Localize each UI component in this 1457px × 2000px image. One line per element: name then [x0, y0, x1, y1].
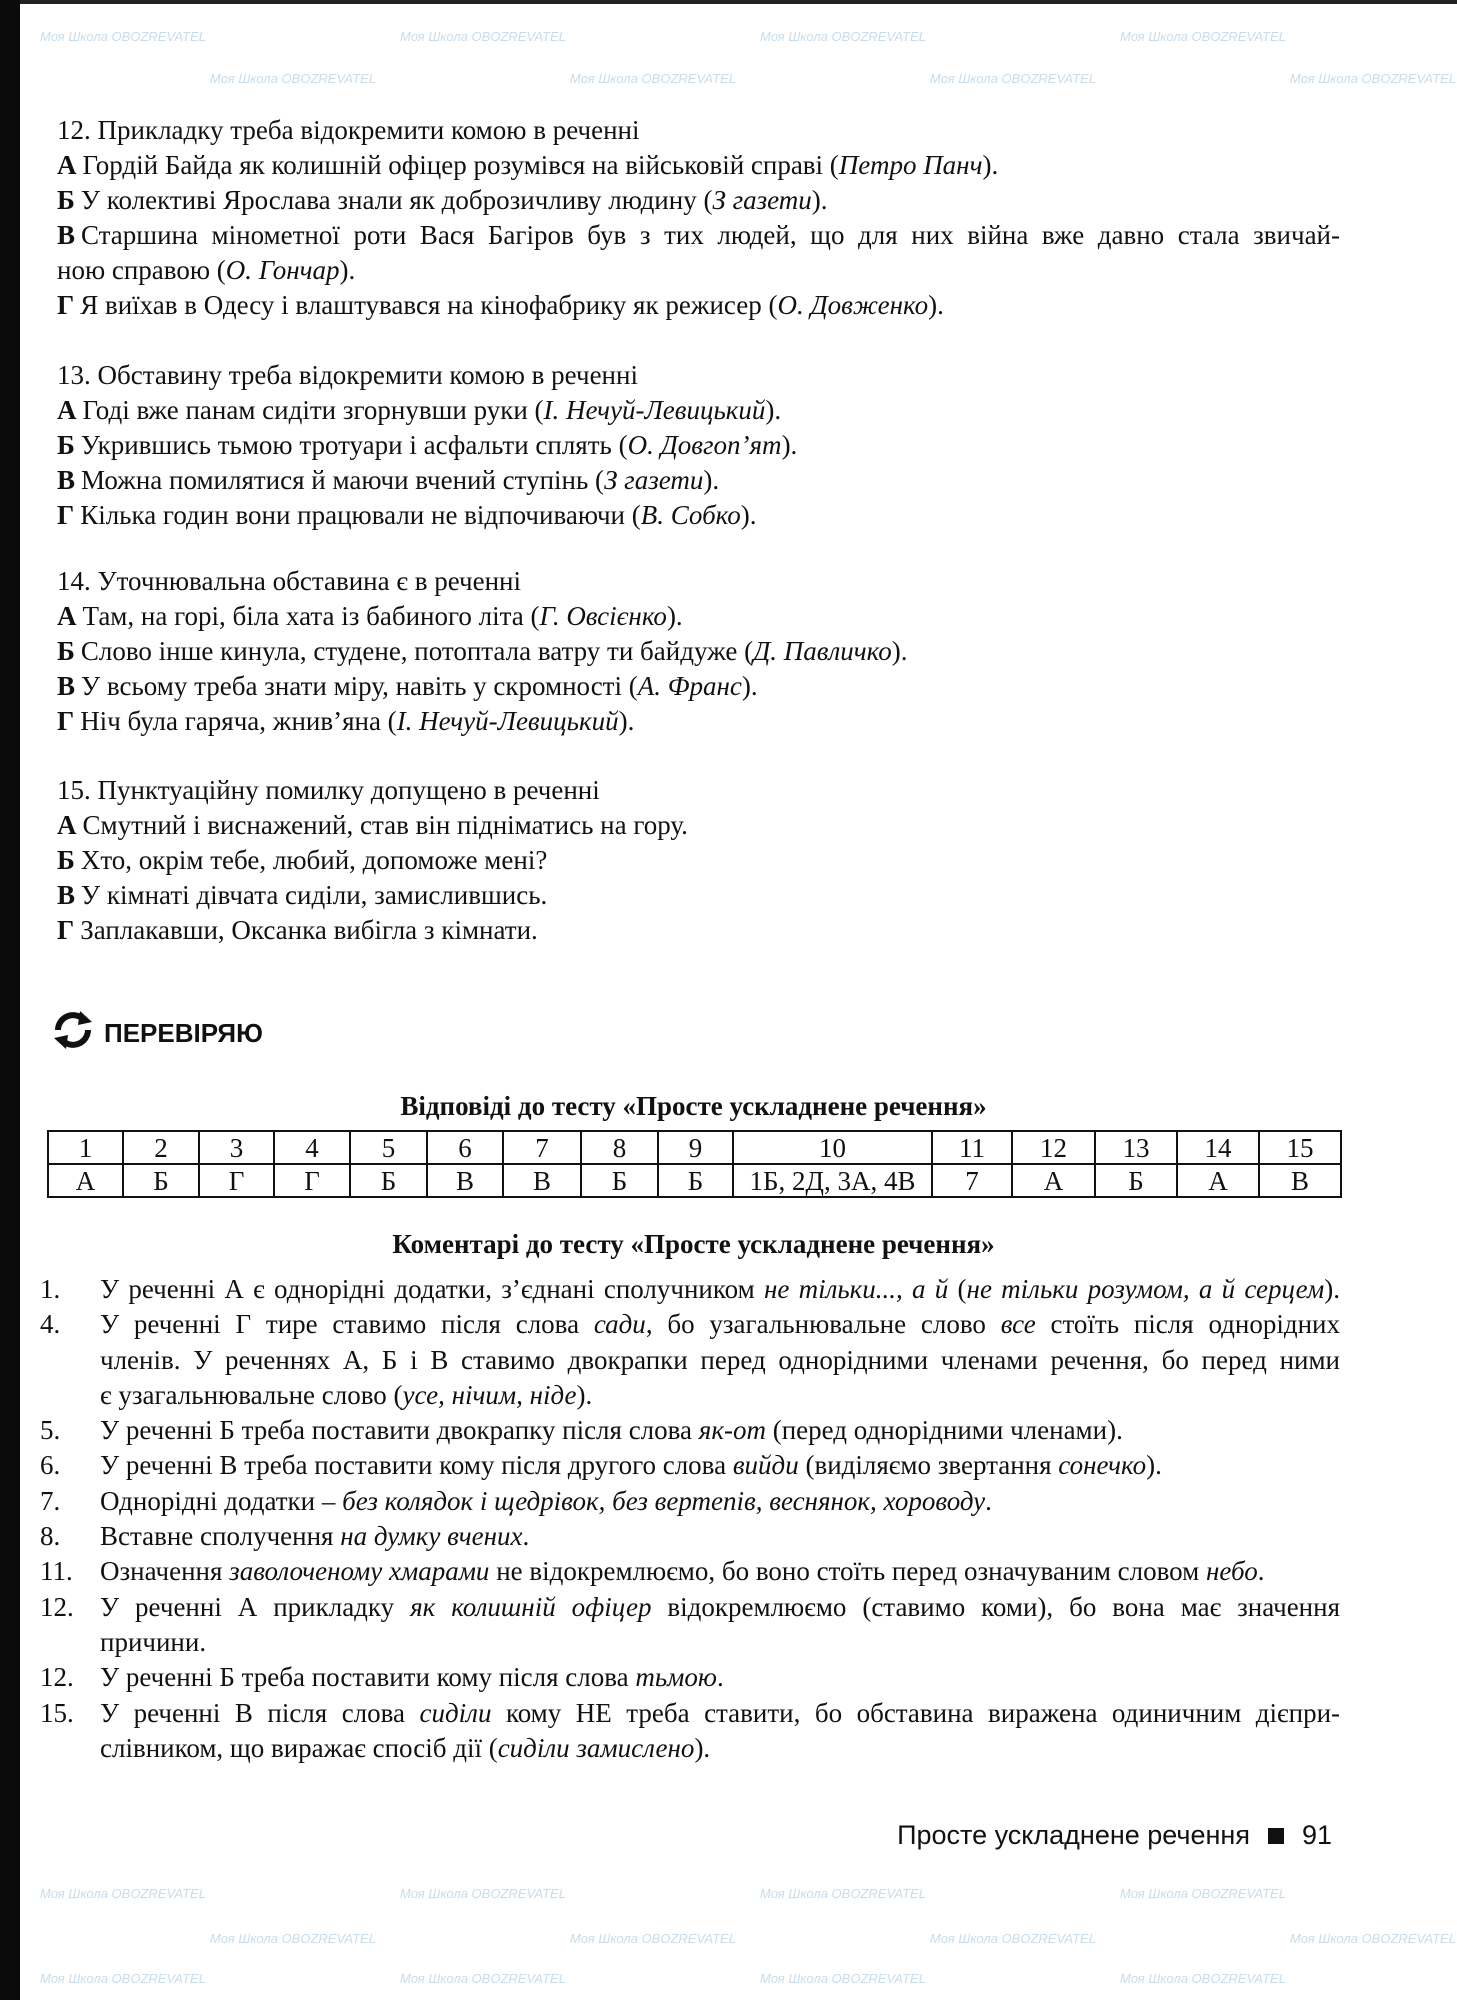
text: 14. Уточнювальна обставина є в реченні [57, 566, 521, 596]
option-letter: В [57, 880, 76, 910]
italic-text: Петро Панч [838, 150, 983, 180]
text-line [57, 669, 1340, 704]
watermark: Моя Школа OBOZREVATEL [1290, 1931, 1456, 1946]
text-line [57, 773, 1340, 808]
option-letter: Б [57, 636, 75, 666]
comment-number: 5. [40, 1415, 61, 1446]
question-number: 11 [932, 1131, 1012, 1164]
text-line [100, 1272, 1340, 1307]
watermark: Моя Школа OBOZREVATEL [40, 1971, 206, 1986]
text: . [716, 1662, 724, 1693]
text-line [100, 1307, 1340, 1342]
italic-text: Г. Овсієнко [539, 601, 667, 631]
comment-item [40, 1660, 1340, 1695]
text: відокремлюємо (ставимо коми), бо вона має значення [651, 1591, 1341, 1622]
comment-number: 4. [40, 1309, 61, 1340]
text-line [100, 1660, 1340, 1695]
italic-text: усе, нічим, ніде [402, 1379, 577, 1410]
question-block [57, 773, 1340, 948]
comment-text [100, 1590, 1340, 1661]
text: , бо узагальнювальне слово [645, 1309, 1001, 1340]
refresh-icon [50, 1008, 96, 1059]
text: У реченні А є однорідні додатки, з’єднані сполучником [100, 1274, 764, 1304]
watermark: Моя Школа OBOZREVATEL [210, 71, 376, 86]
text: ). [765, 395, 782, 425]
comment-text [100, 1484, 1340, 1519]
text-line [57, 564, 1340, 599]
text: ). [740, 500, 757, 530]
text-line [100, 1590, 1340, 1625]
text: є узагальнювальне слово ( [100, 1379, 403, 1410]
text: ). [891, 636, 908, 666]
text: Гордій Байда як колишній офіцер розумівся на військовій справі ( [82, 150, 839, 180]
question-block [57, 564, 1340, 739]
text: причини. [100, 1626, 207, 1657]
text: ). [982, 150, 999, 180]
answer-value: Б [658, 1164, 733, 1197]
watermark: Моя Школа OBOZREVATEL [1120, 1886, 1286, 1901]
comment-item [40, 1519, 1340, 1554]
question-number: 13 [1095, 1131, 1177, 1164]
text: ). [703, 465, 720, 495]
comment-item [40, 1484, 1340, 1519]
text-line [100, 1378, 1340, 1413]
watermark: Моя Школа OBOZREVATEL [40, 1886, 206, 1901]
answer-value: 7 [932, 1164, 1012, 1197]
text-line [57, 498, 1340, 533]
question-number: 4 [274, 1131, 350, 1164]
text: Слово інше кинула, студене, потоптала ватру ти байдуже ( [80, 636, 754, 666]
question-number: 5 [350, 1131, 427, 1164]
text: ). [1146, 1450, 1162, 1481]
text-line [57, 148, 1340, 183]
text: У реченні Г тире ставимо після слова [100, 1309, 594, 1340]
comment-text [100, 1448, 1340, 1483]
watermark: Моя Школа OBOZREVATEL [570, 1931, 736, 1946]
text: У кімнаті дівчата сиділи, замислившись. [81, 880, 548, 910]
comment-text [100, 1696, 1340, 1767]
text-line [57, 634, 1340, 669]
comment-number: 7. [40, 1485, 61, 1516]
option-letter: Б [57, 845, 75, 875]
comment-text [100, 1554, 1340, 1589]
watermark: Моя Школа OBOZREVATEL [760, 29, 926, 44]
watermark: Моя Школа OBOZREVATEL [930, 71, 1096, 86]
text: ). [928, 290, 944, 320]
watermark: Моя Школа OBOZREVATEL [570, 71, 736, 86]
comments-title: Коментарі до тесту «Просте ускладнене речення» [392, 1229, 995, 1259]
comment-item [40, 1448, 1340, 1483]
answers-numbers-row [48, 1131, 1341, 1164]
comments-list [40, 1272, 1340, 1766]
text: (виділяємо звертання [798, 1450, 1059, 1481]
text-line [57, 843, 1340, 878]
comment-text [100, 1519, 1340, 1554]
comment-number: 6. [40, 1450, 61, 1481]
question-number: 2 [123, 1131, 199, 1164]
footer-section-title: Просте ускладнене речення [897, 1820, 1250, 1850]
question-number: 14 [1177, 1131, 1259, 1164]
text: (перед однорідними членами). [765, 1415, 1123, 1446]
text: Вставне сполучення [100, 1521, 341, 1552]
italic-text: як-от [698, 1415, 766, 1446]
answer-value: 1Б, 2Д, 3А, 4В [733, 1164, 932, 1197]
text: Там, на горі, біла хата із бабиного літа ( [82, 601, 540, 631]
text: У колективі Ярослава знали як доброзичливу людину ( [80, 185, 713, 215]
text: не відокремлюємо, бо воно стоїть перед означуваним словом [489, 1556, 1207, 1587]
text: Заплакавши, Оксанка вибігла з кімнати. [80, 915, 538, 945]
text-line [57, 218, 1340, 253]
question-number: 15 [1259, 1131, 1341, 1164]
text-line [57, 704, 1340, 739]
text: Старшина мінометної роти Вася Багіров був з тих людей, що для них війна вже давно стала звичай- [81, 220, 1340, 250]
answers-title: Відповіді до тесту «Просте ускладнене речення» [400, 1091, 987, 1121]
comment-number: 1. [40, 1274, 61, 1304]
text: У реченні В треба поставити кому після другого слова [100, 1450, 733, 1481]
question-number: 3 [199, 1131, 274, 1164]
text: Можна помилятися й маючи вчений ступінь ( [81, 465, 605, 495]
text: У реченні В після слова [100, 1697, 420, 1728]
answer-value: А [1177, 1164, 1259, 1197]
text-line [100, 1448, 1340, 1483]
italic-text: без колядок і щедрівок, без вертепів, веснянок, хороводу [342, 1485, 986, 1516]
text: . [985, 1485, 992, 1516]
watermark: Моя Школа OBOZREVATEL [400, 29, 566, 44]
watermark: Моя Школа OBOZREVATEL [400, 1971, 566, 1986]
option-letter: В [57, 465, 76, 495]
text-line [100, 1343, 1340, 1378]
scan-top-line [20, 0, 1457, 4]
text: стоїть після однорідних [1035, 1309, 1340, 1340]
text: Ніч була гаряча, жнив’яна ( [80, 706, 397, 736]
text: Смутний і виснажений, став він підніматись на гору. [82, 810, 688, 840]
italic-text: О. Довгоп’ят [627, 430, 782, 460]
text: . [522, 1521, 530, 1552]
watermark: Моя Школа OBOZREVATEL [1120, 1971, 1286, 1986]
text: слівником, що виражає спосіб дії ( [100, 1732, 498, 1763]
question-number: 7 [503, 1131, 581, 1164]
comment-text [100, 1660, 1340, 1695]
option-letter: А [57, 810, 77, 840]
answer-value: Б [123, 1164, 199, 1197]
watermark: Моя Школа OBOZREVATEL [930, 1931, 1096, 1946]
italic-text: сиділи замислено [497, 1732, 695, 1763]
text: У реченні А прикладку [100, 1591, 411, 1622]
answers-table [47, 1130, 1342, 1198]
watermark: Моя Школа OBOZREVATEL [760, 1886, 926, 1901]
answer-value: В [1259, 1164, 1341, 1197]
italic-text: сонечко [1058, 1450, 1147, 1481]
question-number: 12 [1012, 1131, 1095, 1164]
text-line [57, 358, 1340, 393]
text-line [57, 183, 1340, 218]
comment-text [100, 1413, 1340, 1448]
comment-number: 15. [40, 1697, 74, 1728]
text-line [57, 393, 1340, 428]
text: ). [741, 671, 758, 701]
italic-text: З газети [604, 465, 704, 495]
question-number: 8 [581, 1131, 658, 1164]
question-block [57, 113, 1340, 323]
italic-text: на думку вчених [340, 1521, 523, 1552]
answer-value: Б [350, 1164, 427, 1197]
italic-text: сади [593, 1309, 646, 1340]
italic-text: О. Гончар [225, 255, 340, 285]
text: 13. Обставину треба відокремити комою в реченні [57, 360, 638, 390]
comment-item [40, 1590, 1340, 1661]
italic-text: А. Франс [637, 671, 742, 701]
text-line [100, 1484, 1340, 1519]
italic-text: Д. Павличко [753, 636, 892, 666]
text-line [57, 253, 1340, 288]
option-letter: Г [57, 290, 75, 320]
text: ). [666, 601, 683, 631]
text: ). [811, 185, 828, 215]
option-letter: А [57, 395, 77, 425]
option-letter: Г [57, 500, 75, 530]
answer-value: Б [1095, 1164, 1177, 1197]
question-number: 9 [658, 1131, 733, 1164]
text: Укрившись тьмою тротуари і асфальти сплять ( [80, 430, 628, 460]
watermark: Моя Школа OBOZREVATEL [400, 1886, 566, 1901]
answer-value: Г [199, 1164, 274, 1197]
text: 12. Прикладку треба відокремити комою в реченні [57, 115, 640, 145]
answer-value: Б [581, 1164, 658, 1197]
text: ). [618, 706, 635, 736]
text: . [1257, 1556, 1265, 1587]
italic-text: небо [1206, 1556, 1258, 1587]
text: У реченні Б треба поставити двокрапку після слова [100, 1415, 699, 1446]
italic-text: сиділи [419, 1697, 492, 1728]
comment-item [40, 1554, 1340, 1589]
text: ). [694, 1732, 711, 1763]
text: ною справою ( [57, 255, 226, 285]
text: ). [339, 255, 356, 285]
answer-value: А [1012, 1164, 1095, 1197]
text: Означення [100, 1556, 230, 1587]
check-heading: ПЕРЕВІРЯЮ [104, 1018, 263, 1048]
text: У реченні Б треба поставити кому після слова [100, 1662, 636, 1693]
italic-text: як колишній офіцер [410, 1591, 652, 1622]
text: Я виїхав в Одесу і влаштувався на кінофабрику як режисер ( [80, 290, 778, 320]
italic-text: З газети [712, 185, 812, 215]
question-number: 1 [48, 1131, 123, 1164]
text: У всьому треба знати міру, навіть у скромності ( [81, 671, 638, 701]
text-line [100, 1413, 1340, 1448]
italic-text: І. Нечуй-Левицький [396, 706, 619, 736]
answer-value: В [503, 1164, 581, 1197]
watermark: Моя Школа OBOZREVATEL [40, 29, 206, 44]
italic-text: все [1000, 1309, 1036, 1340]
text: кому НЕ треба ставити, бо обставина виражена одиничним дієпри- [491, 1697, 1341, 1728]
text-line [100, 1519, 1340, 1554]
page-footer [897, 1820, 1332, 1851]
square-bullet-icon [1268, 1828, 1284, 1844]
text: членів. У реченнях А, Б і В ставимо двокрапки перед однорідними членами речення, бо перед ними [100, 1344, 1340, 1375]
comment-number: 8. [40, 1521, 61, 1552]
watermark: Моя Школа OBOZREVATEL [1290, 71, 1456, 86]
text-line [57, 599, 1340, 634]
watermark: Моя Школа OBOZREVATEL [210, 1931, 376, 1946]
watermark: Моя Школа OBOZREVATEL [1120, 29, 1286, 44]
comment-number: 12. [40, 1662, 74, 1693]
option-letter: Б [57, 185, 75, 215]
italic-text: вийди [732, 1450, 799, 1481]
option-letter: Г [57, 915, 75, 945]
text-line [57, 878, 1340, 913]
comment-number: 11. [40, 1556, 73, 1587]
option-letter: В [57, 220, 76, 250]
italic-text: О. Довженко [777, 290, 929, 320]
text: ( [948, 1274, 967, 1304]
option-letter: А [57, 150, 77, 180]
text: 15. Пунктуаційну помилку допущено в реченні [57, 775, 600, 805]
comment-item [40, 1272, 1340, 1307]
text: ). [1324, 1274, 1340, 1304]
comment-item [40, 1696, 1340, 1767]
text-line [57, 113, 1340, 148]
text: Кілька годин вони працювали не відпочиваючи ( [80, 500, 641, 530]
italic-text: не тільки розумом, а й серцем [966, 1274, 1325, 1304]
italic-text: І. Нечуй-Левицький [543, 395, 766, 425]
answer-value: Г [274, 1164, 350, 1197]
page-number: 91 [1301, 1820, 1332, 1850]
text: ). [576, 1379, 593, 1410]
italic-text: В. Собко [640, 500, 741, 530]
scan-edge [0, 0, 20, 2000]
option-letter: В [57, 671, 76, 701]
answer-value: В [427, 1164, 503, 1197]
text-line [100, 1554, 1340, 1589]
watermark: Моя Школа OBOZREVATEL [760, 1971, 926, 1986]
question-block [57, 358, 1340, 533]
text-line [57, 808, 1340, 843]
option-letter: Б [57, 430, 75, 460]
text: Хто, окрім тебе, любий, допоможе мені? [80, 845, 548, 875]
option-letter: Г [57, 706, 75, 736]
option-letter: А [57, 601, 77, 631]
italic-text: не тільки..., а й [763, 1274, 949, 1304]
check-section-heading [50, 1008, 263, 1059]
text: Годі вже панам сидіти згорнувши руки ( [82, 395, 544, 425]
comment-text [100, 1307, 1340, 1413]
text: Однорідні додатки – [100, 1485, 343, 1516]
comment-item [40, 1307, 1340, 1413]
answers-values-row [48, 1164, 1341, 1197]
text-line [57, 913, 1340, 948]
text-line [57, 463, 1340, 498]
italic-text: заволоченому хмарами [229, 1556, 490, 1587]
text: ). [781, 430, 798, 460]
question-number: 10 [733, 1131, 932, 1164]
text-line [57, 428, 1340, 463]
comment-text [100, 1272, 1340, 1307]
comment-number: 12. [40, 1591, 74, 1622]
answer-value: А [48, 1164, 123, 1197]
italic-text: тьмою [635, 1662, 717, 1693]
text-line [57, 288, 1340, 323]
text-line [100, 1625, 1340, 1660]
text-line [100, 1731, 1340, 1766]
question-number: 6 [427, 1131, 503, 1164]
comment-item [40, 1413, 1340, 1448]
text-line [100, 1696, 1340, 1731]
